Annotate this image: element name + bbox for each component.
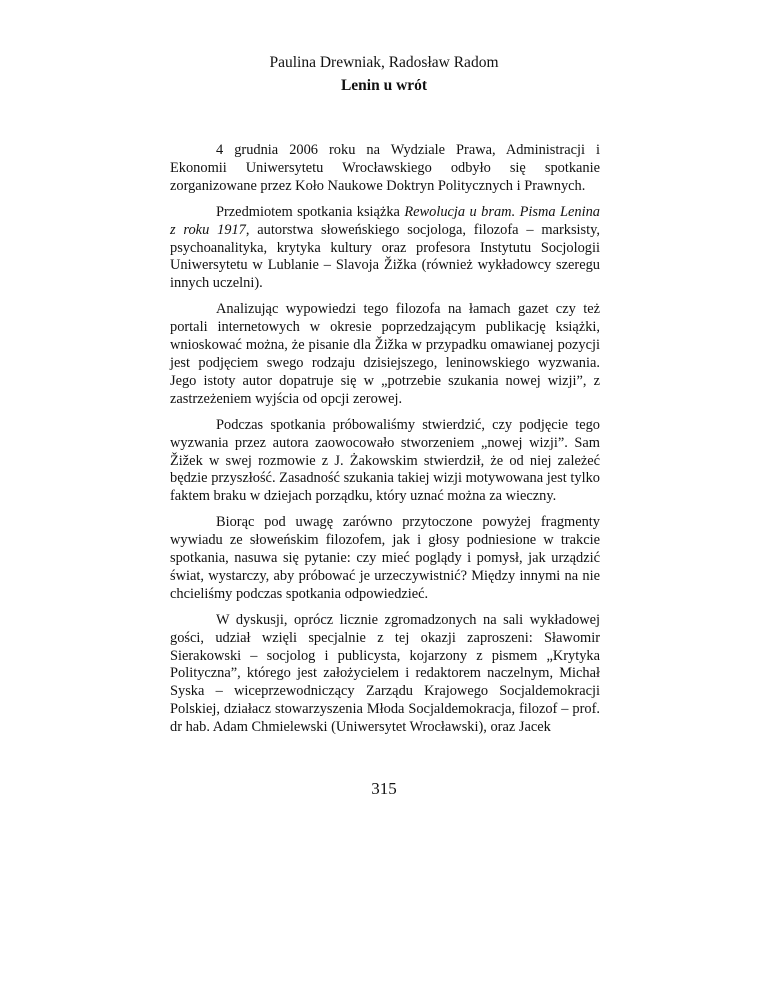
page-number: 315 (371, 779, 397, 798)
paragraph-3: Analizując wypowiedzi tego filozofa na łamach gazet czy też portali internetowych w okresie poprzedzającym publikację książki, wnioskować można, że pisanie dla Žižka w przypadku omawianej pozycji jest podjęciem swego rodzaju dzisiejszego, leninowskiego wyzwania. Jego istoty autor dopatruje się w „potrzebie szukania nowej wizji”, z zastrzeżeniem wyjścia od opcji zerowej. (170, 301, 600, 407)
authors-line: Paulina Drewniak, Radosław Radom (269, 54, 499, 71)
paragraph-2-lead: Przedmiotem spotkania książka (216, 203, 405, 220)
paragraph-2-rest: , autorstwa słoweńskiego socjologa, filozofa – marksisty, psychoanalityka, krytyka kultury oraz profesora Instytutu Socjologii Uniwersytetu w Lublanie – Slavoja Žižka (również wykładowcy szeregu innych uczelni). (170, 221, 600, 292)
article-body (170, 142, 600, 745)
paragraph-1: 4 grudnia 2006 roku na Wydziale Prawa, Administracji i Ekonomii Uniwersytetu Wrocławskiego odbyło się spotkanie zorganizowane przez Koło Naukowe Doktryn Politycznych i Prawnych. (170, 142, 600, 194)
article-title: Lenin u wrót (340, 77, 428, 94)
paragraph-6: W dyskusji, oprócz licznie zgromadzonych na sali wykładowej gości, udział wzięli specjalnie z tej okazji zaproszeni: Sławomir Sierakowski – socjolog i publicysta, kojarzony z pismem „Krytyka Polityczna”, którego jest założycielem i redaktorem naczelnym, Michał Syska – wiceprzewodniczący Zarządu Krajowego Socjaldemokracji Polskiej, działacz stowarzyszenia Młoda Socjaldemokracja, filozof – prof. dr hab. Adam Chmielewski (Uniwersytet Wrocławski), oraz Jacek (170, 611, 600, 736)
paragraph-5: Biorąc pod uwagę zarówno przytoczone powyżej fragmenty wywiadu ze słoweńskim filozofem, jak i głosy podniesione w trakcie spotkania, nasuwa się pytanie: czy mieć poglądy i pomysł, jak urządzić świat, wystarczy, aby próbować je urzeczywistnić? Między innymi na nie chcieliśmy podczas spotkania odpowiedzieć. (170, 514, 600, 602)
paragraph-2 (170, 204, 600, 294)
paragraph-4: Podczas spotkania próbowaliśmy stwierdzić, czy podjęcie tego wyzwania przez autora zaowocowało stworzeniem „nowej wizji”. Sam Žižek w swej rozmowie z J. Żakowskim stwierdził, że od niej zależeć będzie przyszłość. Zasadność szukania takiej wizji motywowana jest tylko faktem braku w dziejach porządku, który uznać można za wieczny. (170, 416, 600, 505)
book-title: Rewolucja u bram. Pisma Lenina z roku 1917 (170, 203, 600, 238)
